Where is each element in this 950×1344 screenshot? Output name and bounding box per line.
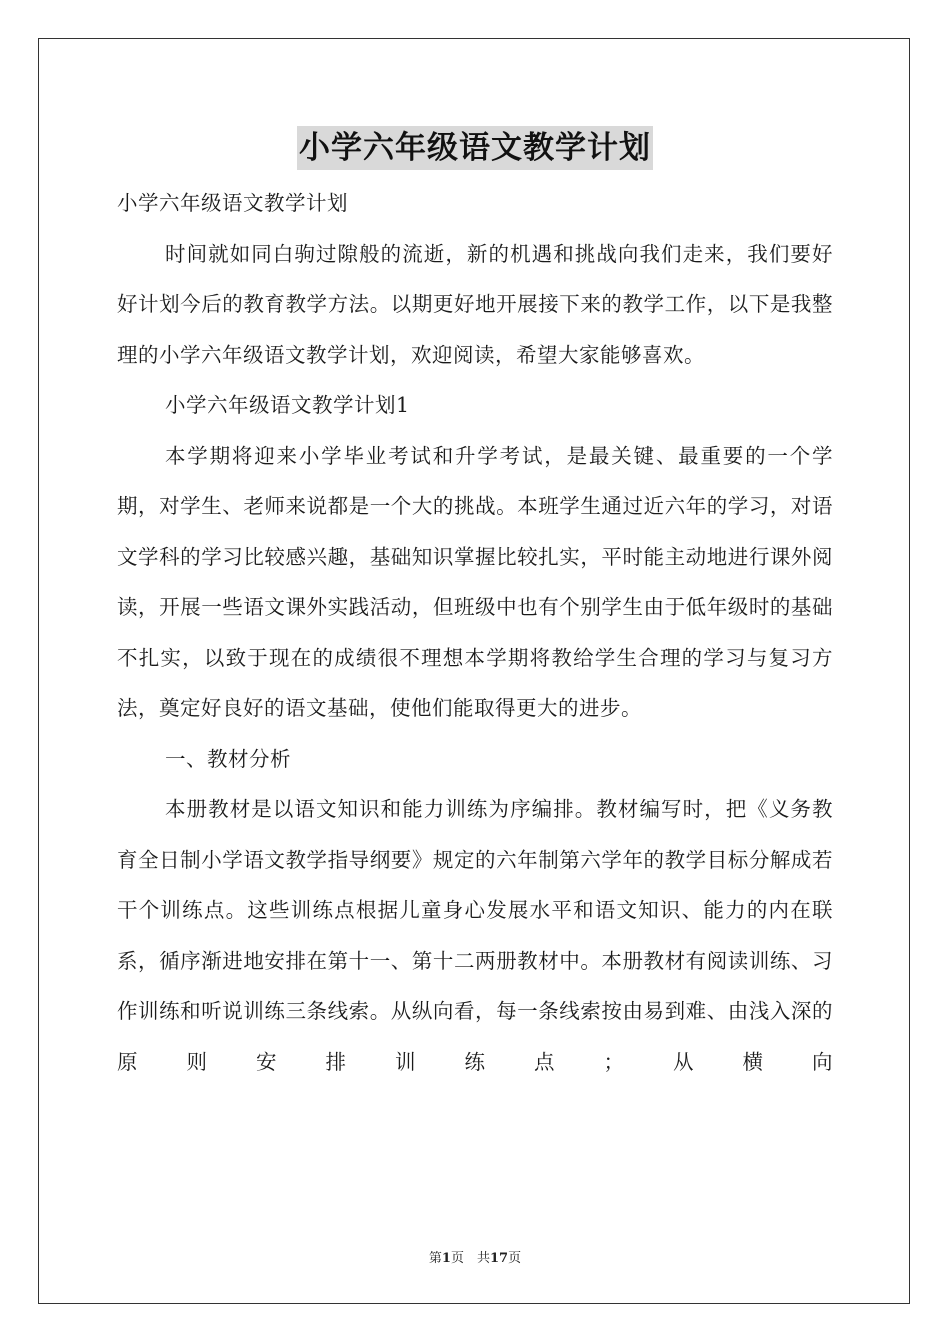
footer-page-mid: 页 共 — [450, 1251, 490, 1266]
document-body — [117, 178, 833, 1087]
page-footer — [0, 1247, 950, 1266]
section-heading-textbook-analysis: 一、教材分析 — [165, 746, 291, 771]
section-heading-plan-1: 小学六年级语文教学计划1 — [165, 393, 410, 417]
paragraph-intro: 时间就如同白驹过隙般的流逝，新的机遇和挑战向我们走来，我们要好好计划今后的教育教学方法。以期更好地开展接下来的教学工作，以下是我整理的小学六年级语文教学计划，欢迎阅读，希望大家能够喜欢。 — [117, 241, 833, 367]
footer-current-page: 1 — [441, 1251, 451, 1266]
paragraph-textbook-analysis: 本册教材是以语文知识和能力训练为序编排。教材编写时，把《义务教育全日制小学语文教学指导纲要》规定的六年制第六学年的教学目标分解成若干个训练点。这些训练点根据儿童身心发展水平和语文知识、能力的内在联系，循序渐进地安排在第十一、第十二两册教材中。本册教材有阅读训练、习作训练和听说训练三条线索。从纵向看，每一条线索按由易到难、由浅入深的原则安排训练点；从横向 — [117, 797, 833, 1074]
footer-page-suffix: 页 — [508, 1251, 522, 1266]
title-container — [0, 126, 950, 170]
document-title: 小学六年级语文教学计划 — [297, 126, 653, 170]
paragraph-subtitle: 小学六年级语文教学计划 — [117, 191, 348, 215]
footer-page-prefix: 第 — [428, 1251, 442, 1266]
footer-total-pages: 17 — [489, 1251, 509, 1266]
paragraph-plan-1: 本学期将迎来小学毕业考试和升学考试，是最关键、最重要的一个学期，对学生、老师来说都是一个大的挑战。本班学生通过近六年的学习，对语文学科的学习比较感兴趣，基础知识掌握比较扎实，平时能主动地进行课外阅读，开展一些语文课外实践活动，但班级中也有个别学生由于低年级时的基础不扎实，以致于现在的成绩很不理想本学期将教给学生合理的学习与复习方法，奠定好良好的语文基础，使他们能取得更大的进步。 — [117, 443, 833, 720]
